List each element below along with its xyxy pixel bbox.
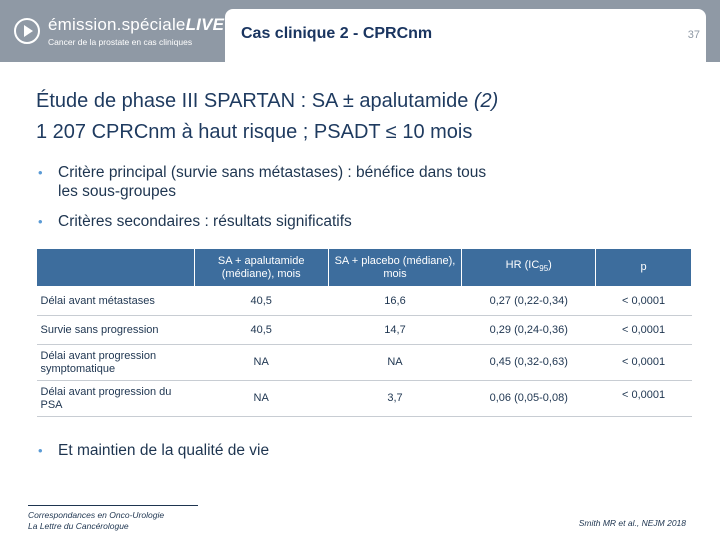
footer-source: Correspondances en Onco-Urologie La Lettre du Cancérologue (28, 510, 165, 531)
cell-placebo: 3,7 (328, 381, 462, 417)
heading-line-2: 1 207 CPRCnm à haut risque ; PSADT ≤ 10 mois (36, 121, 473, 143)
table-row (37, 316, 692, 345)
cell-placebo: 14,7 (328, 316, 462, 345)
cell-hr: 0,27 (0,22-0,34) (462, 287, 596, 316)
slide-title: Cas clinique 2 - CPRCnm (241, 25, 433, 42)
table-header-row (37, 249, 692, 287)
results-table (36, 248, 692, 417)
table-header-blank (37, 249, 195, 287)
row-label: Délai avant progression symptomatique (37, 345, 195, 381)
bullet-primary-endpoint: • Critère principal (survie sans métastases) : bénéfice dans tous les sous-groupes (38, 164, 487, 200)
table-header-apalutamide: SA + apalutamide (médiane), mois (194, 249, 328, 287)
row-label: Délai avant métastases (37, 287, 195, 316)
cell-hr: 0,06 (0,05-0,08) (462, 381, 596, 417)
table-header-hr: HR $(IC_{95})$ (462, 249, 596, 287)
footer-divider (28, 505, 198, 506)
title-tab (225, 9, 706, 62)
table-header-placebo: SA + placebo (médiane), mois (328, 249, 462, 287)
play-icon (14, 18, 40, 44)
cell-p: < 0,0001 (596, 316, 692, 345)
logo (14, 10, 224, 52)
logo-subtitle: Cancer de la prostate en cas cliniques (48, 36, 193, 47)
bullet-icon: • (38, 165, 43, 180)
table-row (37, 345, 692, 381)
cell-p: < 0,0001 (596, 381, 692, 417)
cell-p: < 0,0001 (596, 287, 692, 316)
cell-p: < 0,0001 (596, 345, 692, 381)
slide-heading (36, 86, 498, 148)
cell-apalutamide: NA (194, 345, 328, 381)
cell-placebo: 16,6 (328, 287, 462, 316)
table-header-p: p (596, 249, 692, 287)
cell-apalutamide: 40,5 (194, 316, 328, 345)
row-label: Survie sans progression (37, 316, 195, 345)
cell-placebo: NA (328, 345, 462, 381)
bullet-quality-of-life: • Et maintien de la qualité de vie (38, 442, 270, 459)
footer-reference: Smith MR et al., NEJM 2018 (578, 518, 686, 528)
table-row (37, 287, 692, 316)
header-bar (0, 0, 720, 62)
cell-apalutamide: NA (194, 381, 328, 417)
bullet-icon: • (38, 214, 43, 229)
cell-hr: 0,45 (0,32-0,63) (462, 345, 596, 381)
reference-marker: (2) (473, 90, 499, 112)
cell-apalutamide: 40,5 (194, 287, 328, 316)
row-label: Délai avant progression du PSA (37, 381, 195, 417)
table-row (37, 381, 692, 417)
cell-hr: 0,29 (0,24-0,36) (462, 316, 596, 345)
page-number: 37 (687, 29, 700, 41)
heading-line-1: Étude de phase III SPARTAN : SA ± apalutamide (2) (36, 90, 499, 112)
logo-title: émission.spécialeLIVE (48, 14, 225, 34)
bullet-icon: • (38, 443, 43, 458)
bullet-secondary-endpoints: • Critères secondaires : résultats significatifs (38, 213, 352, 230)
